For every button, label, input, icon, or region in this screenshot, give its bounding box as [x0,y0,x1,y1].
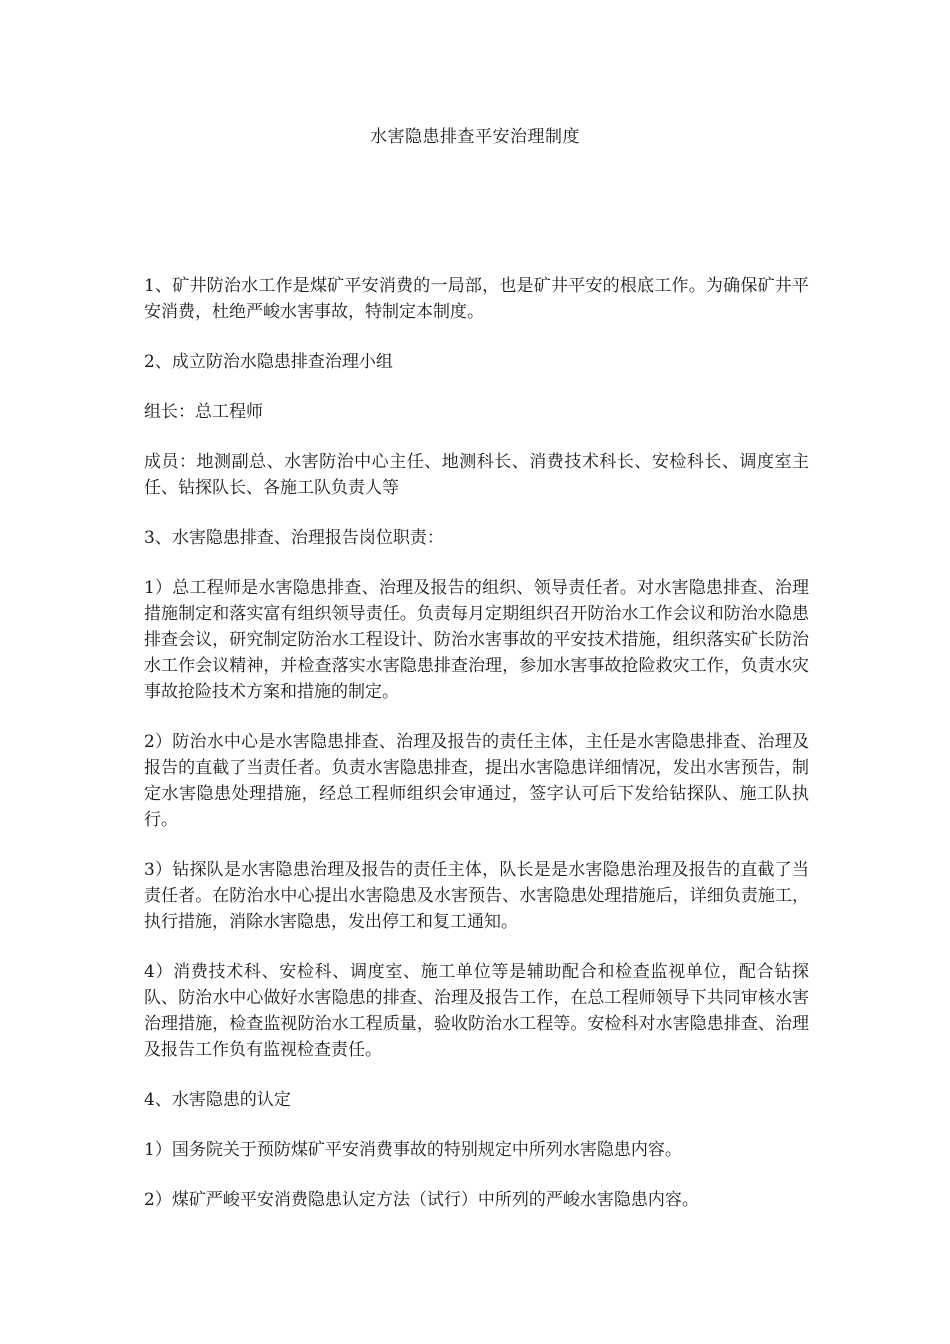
paragraph-identification-1: 1）国务院关于预防煤矿平安消费事故的特别规定中所列水害隐患内容。 [144,1140,682,1160]
section-heading-4: 4、水害隐患的认定 [144,1090,291,1110]
paragraph-duty-chief-engineer: 1）总工程师是水害隐患排查、治理及报告的组织、领导责任者。对水害隐患排查、治理措施制定和落实富有组织领导责任。负责每月定期组织召开防治水工作会议和防治水隐患排查会议，研究制定防治水工程设计、防治水害事故的平安技术措施，组织落实矿长防治水工作会议精神，并检查落实水害隐患排查治理，参加水害事故抢险救灾工作，负责水灾事故抢险技术方案和措施的制定。 [144,578,809,702]
paragraph-1: 1、矿井防治水工作是煤矿平安消费的一局部，也是矿井平安的根底工作。为确保矿井平安消费，杜绝严峻水害事故，特制定本制度。 [144,276,809,322]
paragraph-identification-2: 2）煤矿严峻平安消费隐患认定方法（试行）中所列的严峻水害隐患内容。 [144,1190,699,1210]
section-heading-3: 3、水害隐患排查、治理报告岗位职责： [144,528,444,548]
document-body [144,273,809,1237]
document-title: 水害隐患排查平安治理制度 [370,127,580,147]
paragraph-duty-support-units: 4）消费技术科、安检科、调度室、施工单位等是辅助配合和检查监视单位，配合钻探队、防治水中心做好水害隐患的排查、治理及报告工作，在总工程师领导下共同审核水害治理措施，检查监视防治水工程质量，验收防治水工程等。安检科对水害隐患排查、治理及报告工作负有监视检查责任。 [144,962,809,1060]
section-heading-2: 2、成立防治水隐患排查治理小组 [144,352,393,372]
paragraph-group-leader: 组长：总工程师 [144,402,263,422]
paragraph-group-members: 成员：地测副总、水害防治中心主任、地测科长、消费技术科长、安检科长、调度室主任、钻探队长、各施工队负责人等 [144,452,809,498]
paragraph-duty-drilling-team: 3）钻探队是水害隐患治理及报告的责任主体，队长是是水害隐患治理及报告的直截了当责任者。在防治水中心提出水害隐患及水害预告、水害隐患处理措施后，详细负责施工，执行措施，消除水害隐患，发出停工和复工通知。 [144,860,809,932]
paragraph-duty-water-center: 2）防治水中心是水害隐患排查、治理及报告的责任主体，主任是水害隐患排查、治理及报告的直截了当责任者。负责水害隐患排查，提出水害隐患详细情况，发出水害预告，制定水害隐患处理措施，经总工程师组织会审通过，签字认可后下发给钻探队、施工队执行。 [144,732,809,830]
